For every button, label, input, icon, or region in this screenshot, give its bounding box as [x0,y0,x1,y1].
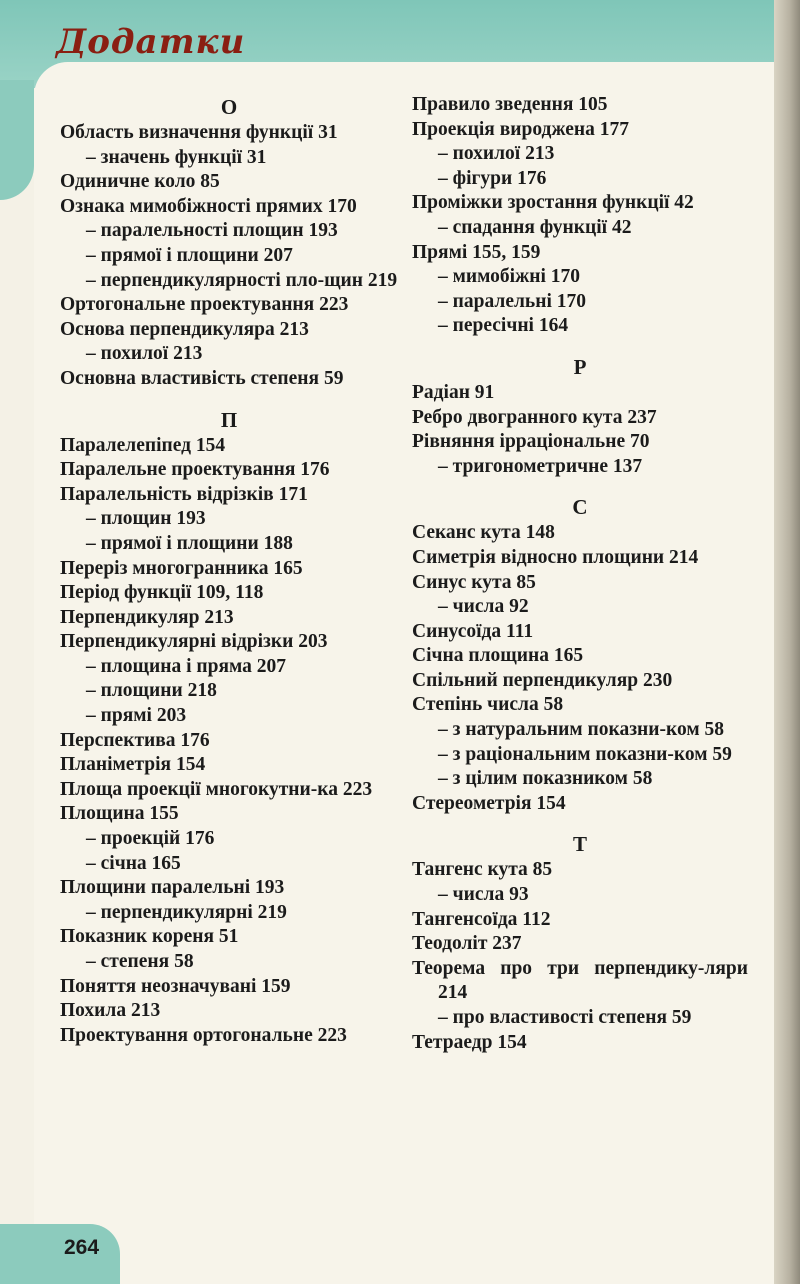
index-entry: Похила 213 [60,1000,161,1022]
index-subentry: – числа 93 [438,884,529,906]
page-edge-shadow [774,0,800,1284]
index-entry: Тангенсоїда 112 [412,908,551,930]
index-subentry: – перпендикулярності пло-щин 219 [86,269,398,291]
index-entry: Ребро двогранного кута 237 [412,406,657,428]
index-subentry: – фігури 176 [438,167,547,189]
index-entry: Радіан 91 [412,381,495,403]
index-subentry: – паралельності площин 193 [86,220,338,242]
index-entry: Перпендикуляр 213 [60,606,234,628]
index-entry: Переріз многогранника 165 [60,557,303,579]
index-entry: Площини паралельні 193 [60,877,285,899]
index-subentry: – значень функції 31 [86,146,267,168]
index-entry: Паралелепіпед 154 [60,434,226,456]
index-entry: Період функції 109, 118 [60,582,264,604]
index-entry: Основа перпендикуляра 213 [60,318,309,340]
index-subentry: – мимобіжні 170 [438,266,581,288]
index-entry: Стереометрія 154 [412,792,566,814]
index-subentry: – перпендикулярні 219 [86,901,287,923]
index-entry: Показник кореня 51 [60,926,239,948]
index-subentry: – площин 193 [86,508,206,530]
index-entry: Синус кута 85 [412,571,536,593]
index-subentry: – прямої і площини 207 [86,244,293,266]
index-subentry: – з натуральним показни-ком 58 [438,719,725,741]
index-subentry: – паралельні 170 [438,290,587,312]
index-entry: Прямі 155, 159 [412,241,541,263]
index-entry: Правило зведення 105 [412,94,608,115]
index-subentry: – про властивості степеня 59 [438,1007,692,1028]
index-subentry: – з цілим показником 58 [438,768,653,790]
index-entry: Паралельність відрізків 171 [60,483,308,505]
index-entry: Проектування ортогональне 223 [60,1024,347,1046]
index-letter-heading: Т [572,832,587,857]
index-subentry: – тригонометричне 137 [438,455,643,477]
index-entry: Одиничне коло 85 [60,171,220,193]
index-entry: Симетрія відносно площини 214 [412,546,699,568]
index-column-right [412,93,748,1055]
section-title: Додатки [56,22,246,62]
index-subentry: – похилої 213 [86,343,203,365]
index-subentry: – прямі 203 [86,705,187,727]
index-subentry: – степеня 58 [86,951,194,972]
index-subentry: – площини 218 [86,680,217,702]
index-subentry: – пересічні 164 [438,315,569,337]
index-entry: Паралельне проектування 176 [60,459,330,481]
index-entry: Секанс кута 148 [412,522,555,544]
index-entry: Теорема про три перпендику-ляри 214 [412,957,748,1004]
index-subentry: – січна 165 [86,852,181,874]
index-entry: Проекція вироджена 177 [412,118,630,140]
index-subentry: – похилої 213 [438,143,555,165]
page-number: 264 [64,1236,100,1259]
index-entry: Ознака мимобіжності прямих 170 [60,195,357,217]
index-subentry: – прямої і площини 188 [86,532,293,554]
index-letter-heading: О [220,95,238,119]
index-letter-heading: С [572,495,588,520]
index-letter-heading: П [220,407,238,432]
index-entry: Планіметрія 154 [60,754,206,776]
left-margin-tab [0,80,34,200]
index-entry: Тетраедр 154 [412,1031,527,1053]
index-entry: Теодоліт 237 [412,933,522,955]
index-subentry: – з раціональним показни-ком 59 [438,743,732,765]
index-subentry: – проекцій 176 [86,828,215,850]
index-column-left [60,93,398,1048]
index-letter-heading: Р [573,354,587,379]
index-entry: Площа проекції многокутни-ка 223 [60,778,373,800]
index-entry: Площина 155 [60,803,179,825]
index-entry: Основна властивість степеня 59 [60,367,344,389]
index-entry: Синусоїда 111 [412,620,534,642]
index-entry: Область визначення функції 31 [60,122,338,143]
index-subentry: – площина і пряма 207 [86,655,287,677]
index-entry: Спільний перпендикуляр 230 [412,669,673,691]
index-entry: Перспектива 176 [60,729,210,751]
index-entry: Тангенс кута 85 [412,859,553,881]
index-subentry: – числа 92 [438,596,529,618]
index-entry: Ортогональне проектування 223 [60,294,349,316]
index-entry: Степінь числа 58 [412,694,564,716]
index-entry: Січна площина 165 [412,645,584,667]
index-entry: Проміжки зростання функції 42 [412,192,694,214]
index-entry: Рівняння ірраціональне 70 [412,431,650,453]
index-subentry: – спадання функції 42 [438,216,632,238]
index-entry: Поняття неозначувані 159 [60,975,291,997]
footer-band [0,1224,120,1284]
index-entry: Перпендикулярні відрізки 203 [60,631,328,653]
